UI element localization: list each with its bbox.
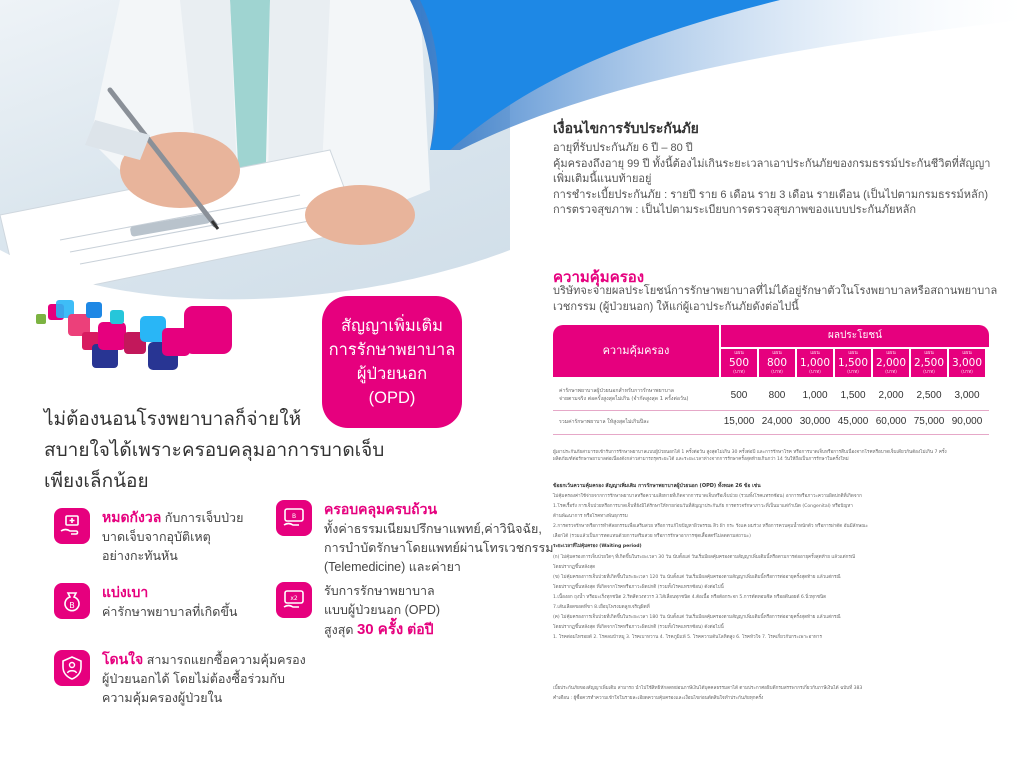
feature-highlight: ครอบคลุมครบถ้วน bbox=[324, 501, 438, 517]
exclusion-line: 1.เนื้องอก ถุงน้ำ หรือมะเร็งทุกชนิด 2.ริดสีดวงทวาร 3.ไส้เลื่อนทุกชนิด 4.ต้อเนื้อ หรือต้อกระจก 5.การตัดทอนซิล หรืออดีนอยด์ 6.นิ่วทุกชนิด bbox=[553, 594, 827, 600]
feature-highlight: หมดกังวล bbox=[102, 509, 162, 525]
coverage-line: เวชกรรม (ผู้ป่วยนอก) ให้แก่ผู้เอาประกันภัยดังต่อไปนี้ bbox=[553, 300, 799, 313]
plan-label: แผน bbox=[734, 350, 744, 356]
plan-header bbox=[873, 349, 909, 377]
plan-label: แผน bbox=[924, 350, 934, 356]
coverage-title: ความคุ้มครอง bbox=[553, 269, 645, 286]
exclusion-line: 2.การตรวจรักษาหรือการทำศัลยกรรมเพื่อเสริมสวย หรือการแก้ไขปัญหาผิวพรรณ สิว ฝ้า กระ รังแค ผมร่วง หรือการควบคุมน้ำหนักตัว หรือการผ่าตัด อันมีลักษณะ bbox=[553, 524, 869, 530]
table-cell: 15,000 bbox=[723, 416, 755, 427]
exclusion-line: เลือกได้ (รวมแล้วเป็นการทดแทนด้วยการเสริมสวย หรือการรักษาอาการชุดเสื้อสตร์ไม่ลดตามสถานะ) bbox=[553, 534, 751, 540]
feature-highlight: โดนใจ bbox=[102, 651, 144, 667]
plan-unit: (บาท) bbox=[847, 370, 859, 375]
footer-line: เบี้ยประกันภัยของสัญญาเพิ่มเติม สามารถ นำไปใช้สิทธิหักลดหย่อนภาษีเงินได้บุคคลธรรมดาได้ ตามประกาศอธิบดีกรมสรรพากรเกี่ยวกับภาษีเงินได้ ฉบับที่ 383 bbox=[553, 686, 863, 691]
feature-line: การบำบัดรักษาโดยแพทย์ผ่านโทรเวชกรรม bbox=[324, 541, 554, 555]
plan-unit: (บาท) bbox=[771, 370, 783, 375]
feature-line: แบบผู้ป่วยนอก (OPD) bbox=[324, 603, 441, 617]
person-shield-icon bbox=[54, 650, 90, 686]
feature-text: สูงสุด bbox=[324, 623, 357, 637]
row-label-line: รวมค่ารักษาพยาบาล ให้สูงสุดไม่เกินปีละ bbox=[559, 419, 650, 425]
table-cell: 2,500 bbox=[916, 390, 942, 401]
plan-value: 1,000 bbox=[799, 357, 831, 369]
table-row bbox=[553, 411, 989, 435]
conditions-line: คุ้มครองถึงอายุ 99 ปี ทั้งนี้ต้องไม่เกินระยะเวลาเอาประกันภัยของกรมธรรม์ประกันชีวิตที่สัญญา bbox=[553, 157, 991, 170]
plan-header bbox=[911, 349, 947, 377]
exclusion-line: ด้านพัฒนาการ หรือโรคทางพันธุกรรม bbox=[553, 514, 628, 520]
feature-highlight: แบ่งเบา bbox=[102, 584, 149, 600]
table-cell: 75,000 bbox=[913, 416, 945, 427]
table-cell: 30,000 bbox=[799, 416, 831, 427]
exclusions-list bbox=[553, 492, 868, 643]
feature-line: ความคุ้มครองผู้ป่วยใน bbox=[102, 691, 223, 705]
table-note bbox=[553, 449, 947, 463]
plan-unit: (บาท) bbox=[961, 370, 973, 375]
colored-squares-decoration bbox=[36, 292, 246, 372]
exclusion-line: ระยะเวลาที่ไม่คุ้มครอง (Waiting period) bbox=[553, 544, 642, 550]
blue-swoosh-decoration bbox=[400, 0, 1024, 160]
exclusion-line: ไม่คุ้มครองค่าใช้จ่ายจากการรักษาพยาบาลหรือความเสียหายที่เกิดจากการบาดเจ็บหรือเจ็บป่วย (รวมทั้งโรคแทรกซ้อน) อาการหรือภาวะความผิดปกติที่เกิดจาก bbox=[553, 494, 862, 499]
feature-text: สามารถแยกซื้อความคุ้มครอง bbox=[143, 653, 306, 667]
conditions-text bbox=[553, 141, 990, 219]
exclusion-line: โดยปรากฏขึ้นหลังสุด bbox=[553, 564, 596, 570]
exclusions-heading: ข้อยกเว้นความคุ้มครอง สัญญาเพิ่มเติม การรักษาพยาบาลผู้ป่วยนอก (OPD) ทั้งหมด 26 ข้อ เช่น bbox=[553, 483, 761, 489]
coverage-line: บริษัทจะจ่ายผลประโยชน์การรักษาพยาบาลที่ไม่ได้อยู่รักษาตัวในโรงพยาบาลหรือสถานพยาบาล bbox=[553, 285, 998, 297]
exclusion-line: (ก) ไม่คุ้มครองการเจ็บป่วยใดๆ ที่เกิดขึ้นในระยะเวลา 30 วัน นับตั้งแต่ วันเริ่มมีผลคุ้มครองตามสัญญาเพิ่มเติมนี้หรือตามการต่ออายุครั้งสุดท้าย แล้วแต่กรณี bbox=[553, 554, 856, 560]
exclusion-line: 7.เส้นเลือดขอดที่ขา 8.เยื่อบุโพรงมดลูกเจริญผิดที่ bbox=[553, 605, 650, 611]
headline-line: เพียงเล็กน้อย bbox=[44, 471, 149, 492]
badge-line: การรักษาพยาบาล bbox=[328, 341, 456, 359]
first-aid-hand-icon bbox=[54, 508, 90, 544]
plan-value: 3,000 bbox=[951, 357, 983, 369]
plan-label: แผน bbox=[962, 350, 972, 356]
note-line: ผลิตภัณฑ์ต่อรักษาพยาบาลต่อเนื่องดังกล่าวสามารถรุดระยะได้ และระยะเวลาห่างจากการรักษาครั้งสุดท้ายเกินกว่า 14 วันให้ถือเป็นการรักษาในครั้งใหม่ bbox=[553, 457, 849, 463]
row-label bbox=[559, 419, 649, 427]
telemedicine-icon bbox=[276, 500, 312, 536]
exclusion-line: 1. โรคต่อมไทรอยด์ 2. โรคลมบ้าหมู 3. โรคเบาหวาน 4. โรคภูมิแพ้ 5. โรคความดันโลหิตสูง 6. โรคหัวใจ 7. โรคเกี่ยวกับกระเพาะอาหาร bbox=[553, 635, 822, 641]
badge-line: ผู้ป่วยนอก bbox=[356, 365, 428, 383]
table-cell: 1,000 bbox=[802, 390, 828, 401]
plan-value: 800 bbox=[766, 357, 788, 369]
row-label bbox=[559, 388, 688, 403]
benefit-table bbox=[553, 325, 989, 435]
feature-text: รับการรักษาพยาบาล bbox=[324, 584, 435, 598]
plan-header bbox=[835, 349, 871, 377]
plan-unit: (บาท) bbox=[733, 370, 745, 375]
row-label-line: จ่ายตามจริง ต่อครั้งสูงสุดไม่เกิน (จำกัดสูงสุด 1 ครั้งต่อวัน) bbox=[559, 395, 689, 402]
plan-unit: (บาท) bbox=[885, 370, 897, 375]
feature-line: ผู้ป่วยนอกได้ โดยไม่ต้องซื้อร่วมกับ bbox=[102, 672, 285, 686]
footer-line: คำเตือน : ผู้ซื้อควรทำความเข้าใจในรายละเอียดความคุ้มครองและเงื่อนไขก่อนตัดสินใจทำประกันภัยทุกครั้ง bbox=[553, 696, 764, 701]
table-cell: 90,000 bbox=[951, 416, 983, 427]
conditions-line: การชำระเบี้ยประกันภัย : รายปี ราย 6 เดือน ราย 3 เดือน รายเดือน (เป็นไปตามกรมธรรม์หลัก) bbox=[553, 188, 989, 201]
plan-header bbox=[797, 349, 833, 377]
table-cell: 500 bbox=[730, 390, 748, 401]
plan-label: แผน bbox=[810, 350, 820, 356]
exclusion-line: (ข) ไม่คุ้มครองการเจ็บป่วยที่เกิดขึ้นในระยะเวลา 120 วัน นับตั้งแต่ วันเริ่มมีผลคุ้มครองตามสัญญาเพิ่มเติมนี้หรือการต่ออายุครั้งสุดท้าย แล้วแต่กรณี bbox=[553, 574, 841, 580]
table-cell: 800 bbox=[768, 390, 786, 401]
feature-line: ค่ารักษาพยาบาลที่เกิดขึ้น bbox=[102, 605, 238, 619]
table-cell: 45,000 bbox=[837, 416, 869, 427]
table-row bbox=[553, 381, 989, 411]
coverage-text bbox=[553, 284, 997, 315]
feature-highlight: 30 ครั้ง bbox=[356, 621, 404, 638]
plan-headers bbox=[721, 349, 989, 377]
table-cell: 24,000 bbox=[761, 416, 793, 427]
table-cell: 3,000 bbox=[954, 390, 980, 401]
headline bbox=[44, 404, 385, 497]
feature-text: ต่อปี bbox=[403, 621, 434, 637]
badge-line: สัญญาเพิ่มเติม bbox=[340, 317, 444, 335]
plan-label: แผน bbox=[886, 350, 896, 356]
headline-line: สบายใจได้เพราะครอบคลุมอาการบาดเจ็บ bbox=[44, 440, 385, 461]
feature-line: (Telemedicine) และค่ายา bbox=[324, 560, 461, 574]
plan-value: 1,500 bbox=[837, 357, 869, 369]
exclusion-line: (ค) ไม่คุ้มครองการเจ็บป่วยที่เกิดขึ้นในระยะเวลา 180 วัน นับตั้งแต่ วันเริ่มมีผลคุ้มครองตามสัญญาเพิ่มเติมนี้หรือการต่ออายุครั้งสุดท้าย แล้วแต่กรณี bbox=[553, 615, 841, 621]
plan-label: แผน bbox=[772, 350, 782, 356]
plan-value: 500 bbox=[728, 357, 750, 369]
table-cell: 2,000 bbox=[878, 390, 904, 401]
note-line: ผู้เอาประกันภัยสามารถเข้ารับการรักษาพยาบาลแบบผู้ป่วยนอกได้ 1 ครั้งต่อวัน สูงสุดไม่เกิน 30 ครั้งต่อปี และการรักษาโรค หรือการบาดเจ็บหรือการสืบเนื่องจากโรคหรือบาดเจ็บเดียวกันต้องไม่เกิน 7 ครั้ง bbox=[553, 450, 947, 455]
badge-line: (OPD) bbox=[368, 389, 416, 407]
conditions-line: การตรวจสุขภาพ : เป็นไปตามระเบียบการตรวจสุขภาพของแบบประกันภัยหลัก bbox=[553, 204, 917, 216]
table-group-header: ผลประโยชน์ bbox=[721, 325, 989, 347]
table-col-header: ความคุ้มครอง bbox=[553, 325, 719, 377]
plan-header bbox=[721, 349, 757, 377]
plan-unit: (บาท) bbox=[809, 370, 821, 375]
exclusion-line: 1.โรคเรื้อรัง การเจ็บป่วยหรือการบาดเจ็บที่ยังมิได้รักษาให้หายก่อนวันที่สัญญาประกันภัย การตรวจรักษาภาวะที่เป็นมาแต่กำเนิด (Congenital) หรือปัญหา bbox=[553, 504, 853, 510]
table-cell: 60,000 bbox=[875, 416, 907, 427]
conditions-title: เงื่อนไขการรับประกันภัย bbox=[553, 120, 699, 136]
svg-text:x2: x2 bbox=[290, 595, 298, 602]
plan-value: 2,000 bbox=[875, 357, 907, 369]
money-bag-icon bbox=[54, 583, 90, 619]
plan-unit: (บาท) bbox=[923, 370, 935, 375]
conditions-line: เพิ่มเติมนี้แนบท้ายอยู่ bbox=[553, 173, 652, 185]
row-label-line: ค่ารักษาพยาบาลผู้ป่วยนอกสำหรับการรักษาพยาบาล bbox=[559, 388, 674, 394]
plan-header bbox=[759, 349, 795, 377]
feature-line: ทั้งค่าธรรมเนียมปรึกษาแพทย์,ค่าวินิจฉัย, bbox=[324, 522, 542, 536]
footer-note bbox=[553, 684, 862, 704]
feature-line: อย่างกะทันหัน bbox=[102, 549, 178, 563]
headline-line: ไม่ต้องนอนโรงพยาบาลก็จ่ายให้ bbox=[44, 409, 302, 430]
plan-header bbox=[949, 349, 985, 377]
exclusion-line: โดยปรากฏขึ้นหลังสุด ที่เกิดจากโรคหรือภาวะผิดปกติ (รวมทั้งโรคแทรกซ้อน) ดังต่อไปนี้ bbox=[553, 584, 724, 590]
exclusion-line: โดยปรากฏขึ้นหลังสุด ที่เกิดจากโรคหรือภาวะผิดปกติ (รวมทั้งโรคแทรกซ้อน) ดังต่อไปนี้ bbox=[553, 625, 724, 631]
conditions-line: อายุที่รับประกันภัย 6 ปี – 80 ปี bbox=[553, 142, 693, 154]
svg-text:B: B bbox=[69, 601, 75, 610]
feature-text: กับการเจ็บป่วย bbox=[161, 511, 244, 525]
svg-text:B: B bbox=[291, 513, 297, 520]
plan-label: แผน bbox=[848, 350, 858, 356]
feature-line: บาดเจ็บจากอุบัติเหตุ bbox=[102, 530, 211, 544]
table-cell: 1,500 bbox=[840, 390, 866, 401]
x2-card-icon bbox=[276, 582, 312, 618]
plan-value: 2,500 bbox=[913, 357, 945, 369]
